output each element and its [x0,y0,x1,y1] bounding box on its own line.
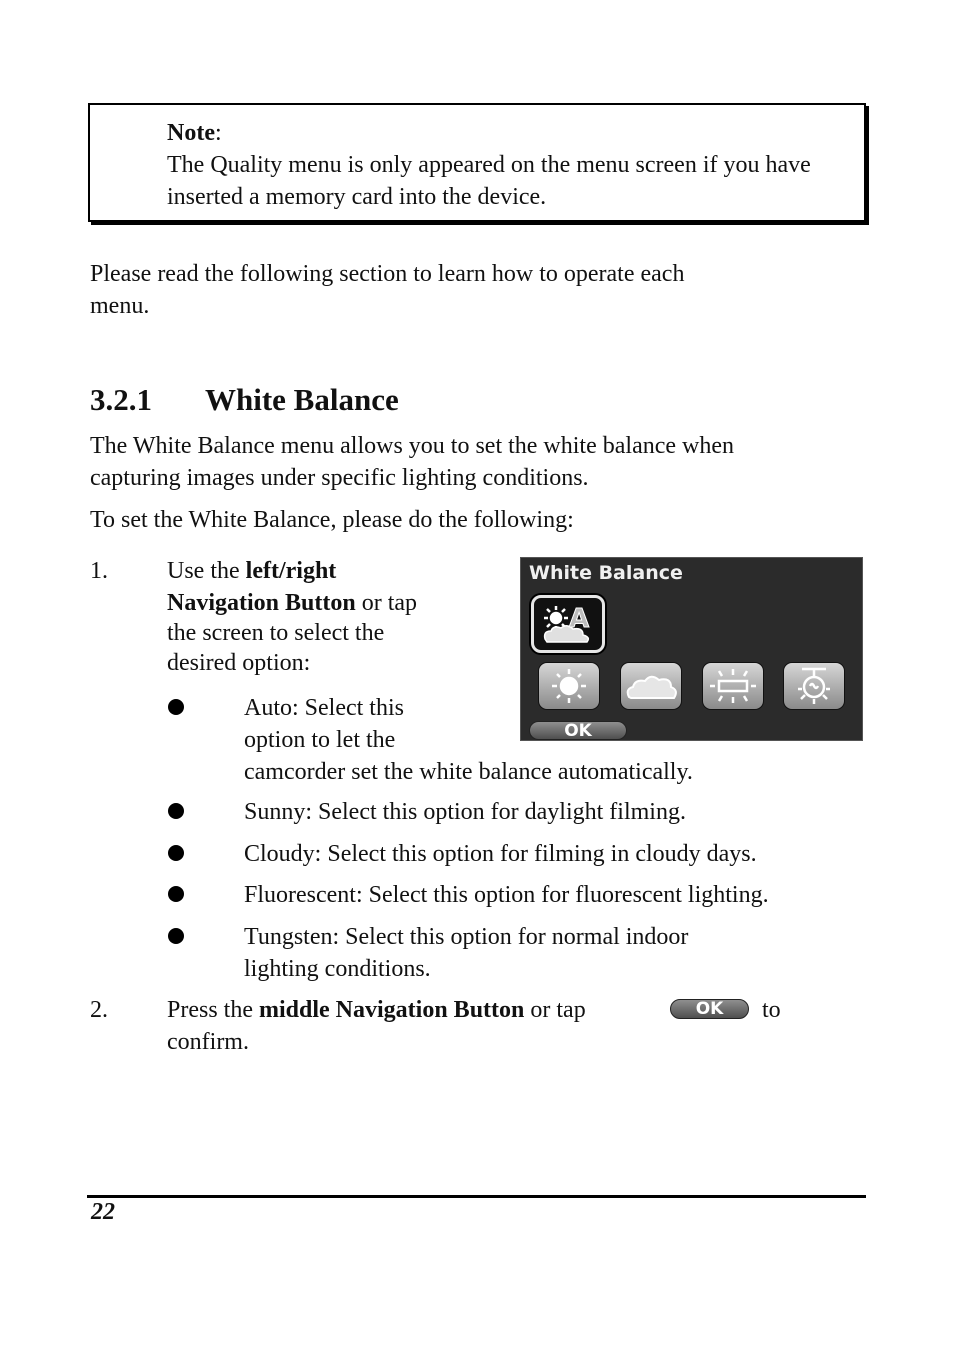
howto-text: To set the White Balance, please do the following: [90,507,574,533]
bullet-dot [168,803,184,819]
tungsten-icon[interactable] [783,662,845,710]
ok-button[interactable]: OK [529,721,627,740]
bullet-auto: Auto: Select this option to let the camcorder set the white balance automatically. [244,695,693,785]
section-title: White Balance [205,382,399,417]
bullet-dot [168,928,184,944]
auto-badge: A [568,604,590,634]
intro-paragraph: Please read the following section to learn how to operate each menu. [90,261,685,319]
bullet-dot [168,845,184,861]
note-label: Note [167,120,215,146]
step-2-number: 2. [90,997,108,1023]
ok-button-inline: OK [670,999,749,1019]
screen-title: White Balance [529,562,683,584]
step-2-text: Press the middle Navigation Button or tap [167,997,586,1023]
section-number: 3.2.1 [90,382,152,417]
bullet-cloudy: Cloudy: Select this option for filming in cloudy days. [244,841,757,867]
note-text: Note: The Quality menu is only appeared on the menu screen if you have inserted a memory card into the device. [167,117,857,213]
section-description: The White Balance menu allows you to set the white balance when capturing images under specific lighting conditions. [90,433,735,491]
footer-rule [87,1195,866,1198]
bullet-dot [168,699,184,715]
white-balance-screen [520,557,863,741]
sunny-icon[interactable] [538,662,600,710]
fluorescent-icon[interactable] [702,662,764,710]
auto-wb-icon[interactable] [531,595,605,653]
step-1-number: 1. [90,558,108,584]
bullet-sunny: Sunny: Select this option for daylight filming. [244,799,686,825]
bullet-tungsten: Tungsten: Select this option for normal indoor lighting conditions. [244,924,689,982]
step-1-text: Use the left/right Navigation Button or tap the screen to select the desired option: [167,558,418,676]
cloudy-icon[interactable] [620,662,682,710]
page-number: 22 [91,1199,115,1225]
step-2-to: to [762,997,781,1023]
note-body: The Quality menu is only appeared on the menu screen if you have inserted a memory card into the device. [167,152,811,210]
bullet-dot [168,886,184,902]
bullet-fluorescent: Fluorescent: Select this option for fluorescent lighting. [244,882,769,908]
section-heading [90,380,399,420]
step-2-confirm: confirm. [167,1029,249,1055]
